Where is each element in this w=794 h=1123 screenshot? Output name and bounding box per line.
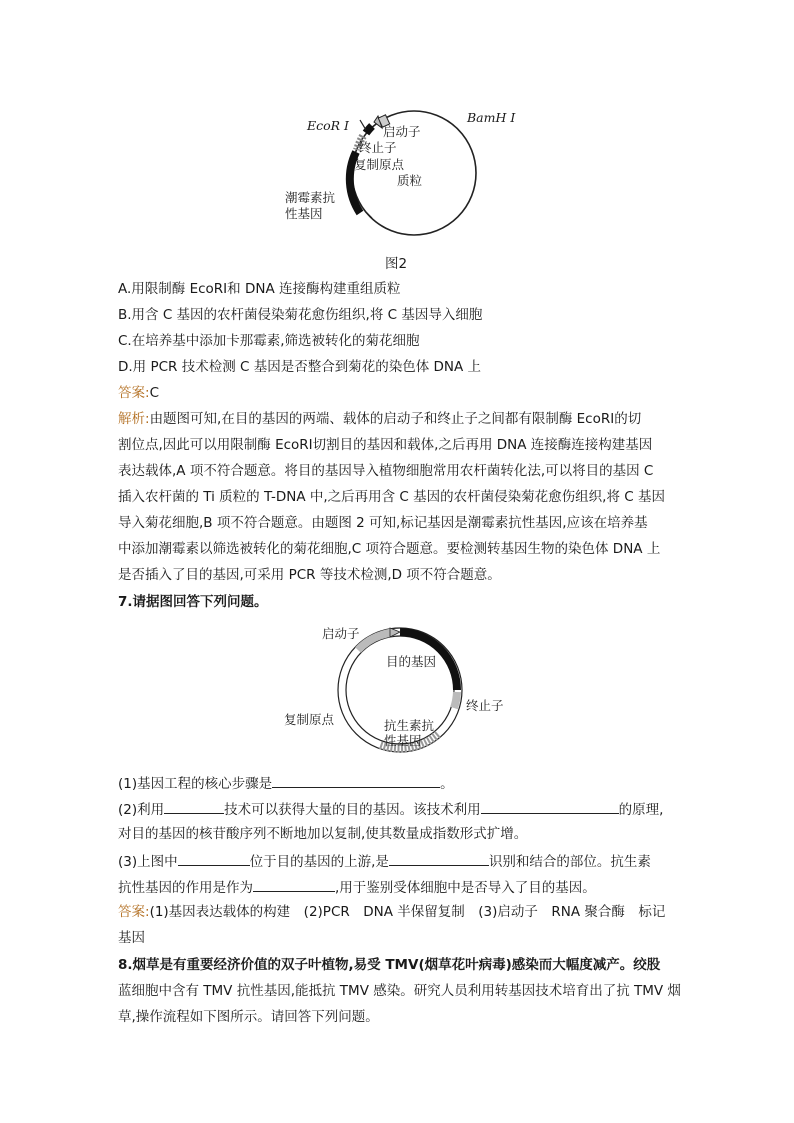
q7-sub2: (2)利用 技术可以获得大量的目的基因。该技术利用 的原理,: [118, 799, 663, 819]
q7-sub3-cont: 抗性基因的作用是作为 ,用于鉴别受体细胞中是否导入了目的基因。: [118, 877, 596, 897]
q8-line-2: 蓝细胞中含有 TMV 抗性基因,能抵抗 TMV 感染。研究人员利用转基因技术培育出了抗 TMV 烟: [118, 983, 681, 999]
hyg-label-line1: 潮霉素抗: [285, 190, 336, 205]
q7-target-gene-label: 目的基因: [386, 654, 437, 669]
q7-blank-5[interactable]: [389, 851, 489, 866]
ecori-tick: [360, 120, 366, 130]
q7-blank-4[interactable]: [178, 851, 250, 866]
q7-origin-label: 复制原点: [284, 712, 335, 727]
q8-line-3: 草,操作流程如下图所示。请回答下列问题。: [118, 1009, 379, 1025]
plasmid-label: 质粒: [397, 173, 423, 188]
solution-line-7: 是否插入了目的基因,可采用 PCR 等技术检测,D 项不符合题意。: [118, 567, 501, 583]
q7-blank-3[interactable]: [481, 799, 619, 814]
q7-blank-6[interactable]: [253, 877, 335, 892]
bamhi-label: BamH Ⅰ: [467, 110, 516, 125]
hyg-label-line2: 性基因: [285, 206, 323, 221]
solution-line-3: 表达载体,A 项不符合题意。将目的基因导入植物细胞常用农杆菌转化法,可以将目的基因 C: [118, 463, 654, 479]
q7-answer-label: 答案:: [118, 904, 150, 920]
solution-line-6: 中添加潮霉素以筛选被转化的菊花细胞,C 项符合题意。要检测转基因生物的染色体 DNA 上: [118, 541, 661, 557]
terminator-label: 终止子: [359, 140, 397, 155]
q7-terminator-label: 终止子: [466, 698, 504, 713]
q6-option-b: B.用含 C 基因的农杆菌侵染菊花愈伤组织,将 C 基因导入细胞: [118, 307, 483, 323]
terminator-segment: [454, 692, 457, 708]
q7-answer-line-1: 答案:(1)基因表达载体的构建 (2)PCR DNA 半保留复制 (3)启动子 RNA 聚合酶 标记: [118, 904, 666, 920]
answer-value: C: [149, 385, 159, 401]
solution-line-5: 导入菊花细胞,B 项不符合题意。由题图 2 可知,标记基因是潮霉素抗性基因,应该在培养基: [118, 515, 648, 531]
q7-sub3: (3)上图中 位于目的基因的上游,是 识别和结合的部位。抗生素: [118, 851, 651, 871]
ecori-label: EcoR Ⅰ: [307, 118, 349, 133]
figure2-caption: 图2: [385, 256, 408, 272]
q7-antibiotic-label-2: 性基因: [384, 733, 422, 748]
q7-antibiotic-label-1: 抗生素抗: [384, 718, 435, 733]
solution-line-2: 割位点,因此可以用限制酶 EcoRⅠ切割目的基因和载体,之后再用 DNA 连接酶连接构建基因: [118, 437, 653, 453]
q8-line-1: 8.烟草是有重要经济价值的双子叶植物,易受 TMV(烟草花叶病毒)感染而大幅度减产。绞股: [118, 957, 661, 973]
origin-label: 复制原点: [354, 157, 405, 172]
q6-answer: [118, 384, 159, 402]
q7-blank-1[interactable]: [272, 773, 440, 788]
q7-promoter-label: 启动子: [322, 626, 360, 641]
solution-line-4: 插入农杆菌的 Ti 质粒的 T-DNA 中,之后再用含 C 基因的农杆菌侵染菊花愈伤组织,将 C 基因: [118, 489, 665, 505]
q7-sub1: (1)基因工程的核心步骤是 。: [118, 773, 454, 793]
terminator-segment: [366, 126, 372, 133]
q6-option-c: C.在培养基中添加卡那霉素,筛选被转化的菊花细胞: [118, 333, 420, 349]
q7-sub2-cont: 对目的基因的核苷酸序列不断地加以复制,使其数量成指数形式扩增。: [118, 826, 528, 842]
q6-option-d: D.用 PCR 技术检测 C 基因是否整合到菊花的染色体 DNA 上: [118, 359, 482, 375]
q7-stem: 7.请据图回答下列问题。: [118, 594, 268, 610]
promoter-label: 启动子: [383, 124, 421, 139]
q7-answer-line-2: 基因: [118, 930, 145, 946]
promoter-arc: [358, 633, 392, 651]
q6-option-a: A.用限制酶 EcoRⅠ和 DNA 连接酶构建重组质粒: [118, 281, 401, 297]
solution-label: 解析:: [118, 411, 150, 427]
bamhi-tick: [366, 212, 372, 218]
q7-blank-2[interactable]: [164, 799, 224, 814]
answer-label: 答案:: [118, 385, 150, 401]
solution-line-1: 解析:由题图可知,在目的基因的两端、载体的启动子和终止子之间都有限制酶 EcoRⅠ的切: [118, 411, 642, 427]
